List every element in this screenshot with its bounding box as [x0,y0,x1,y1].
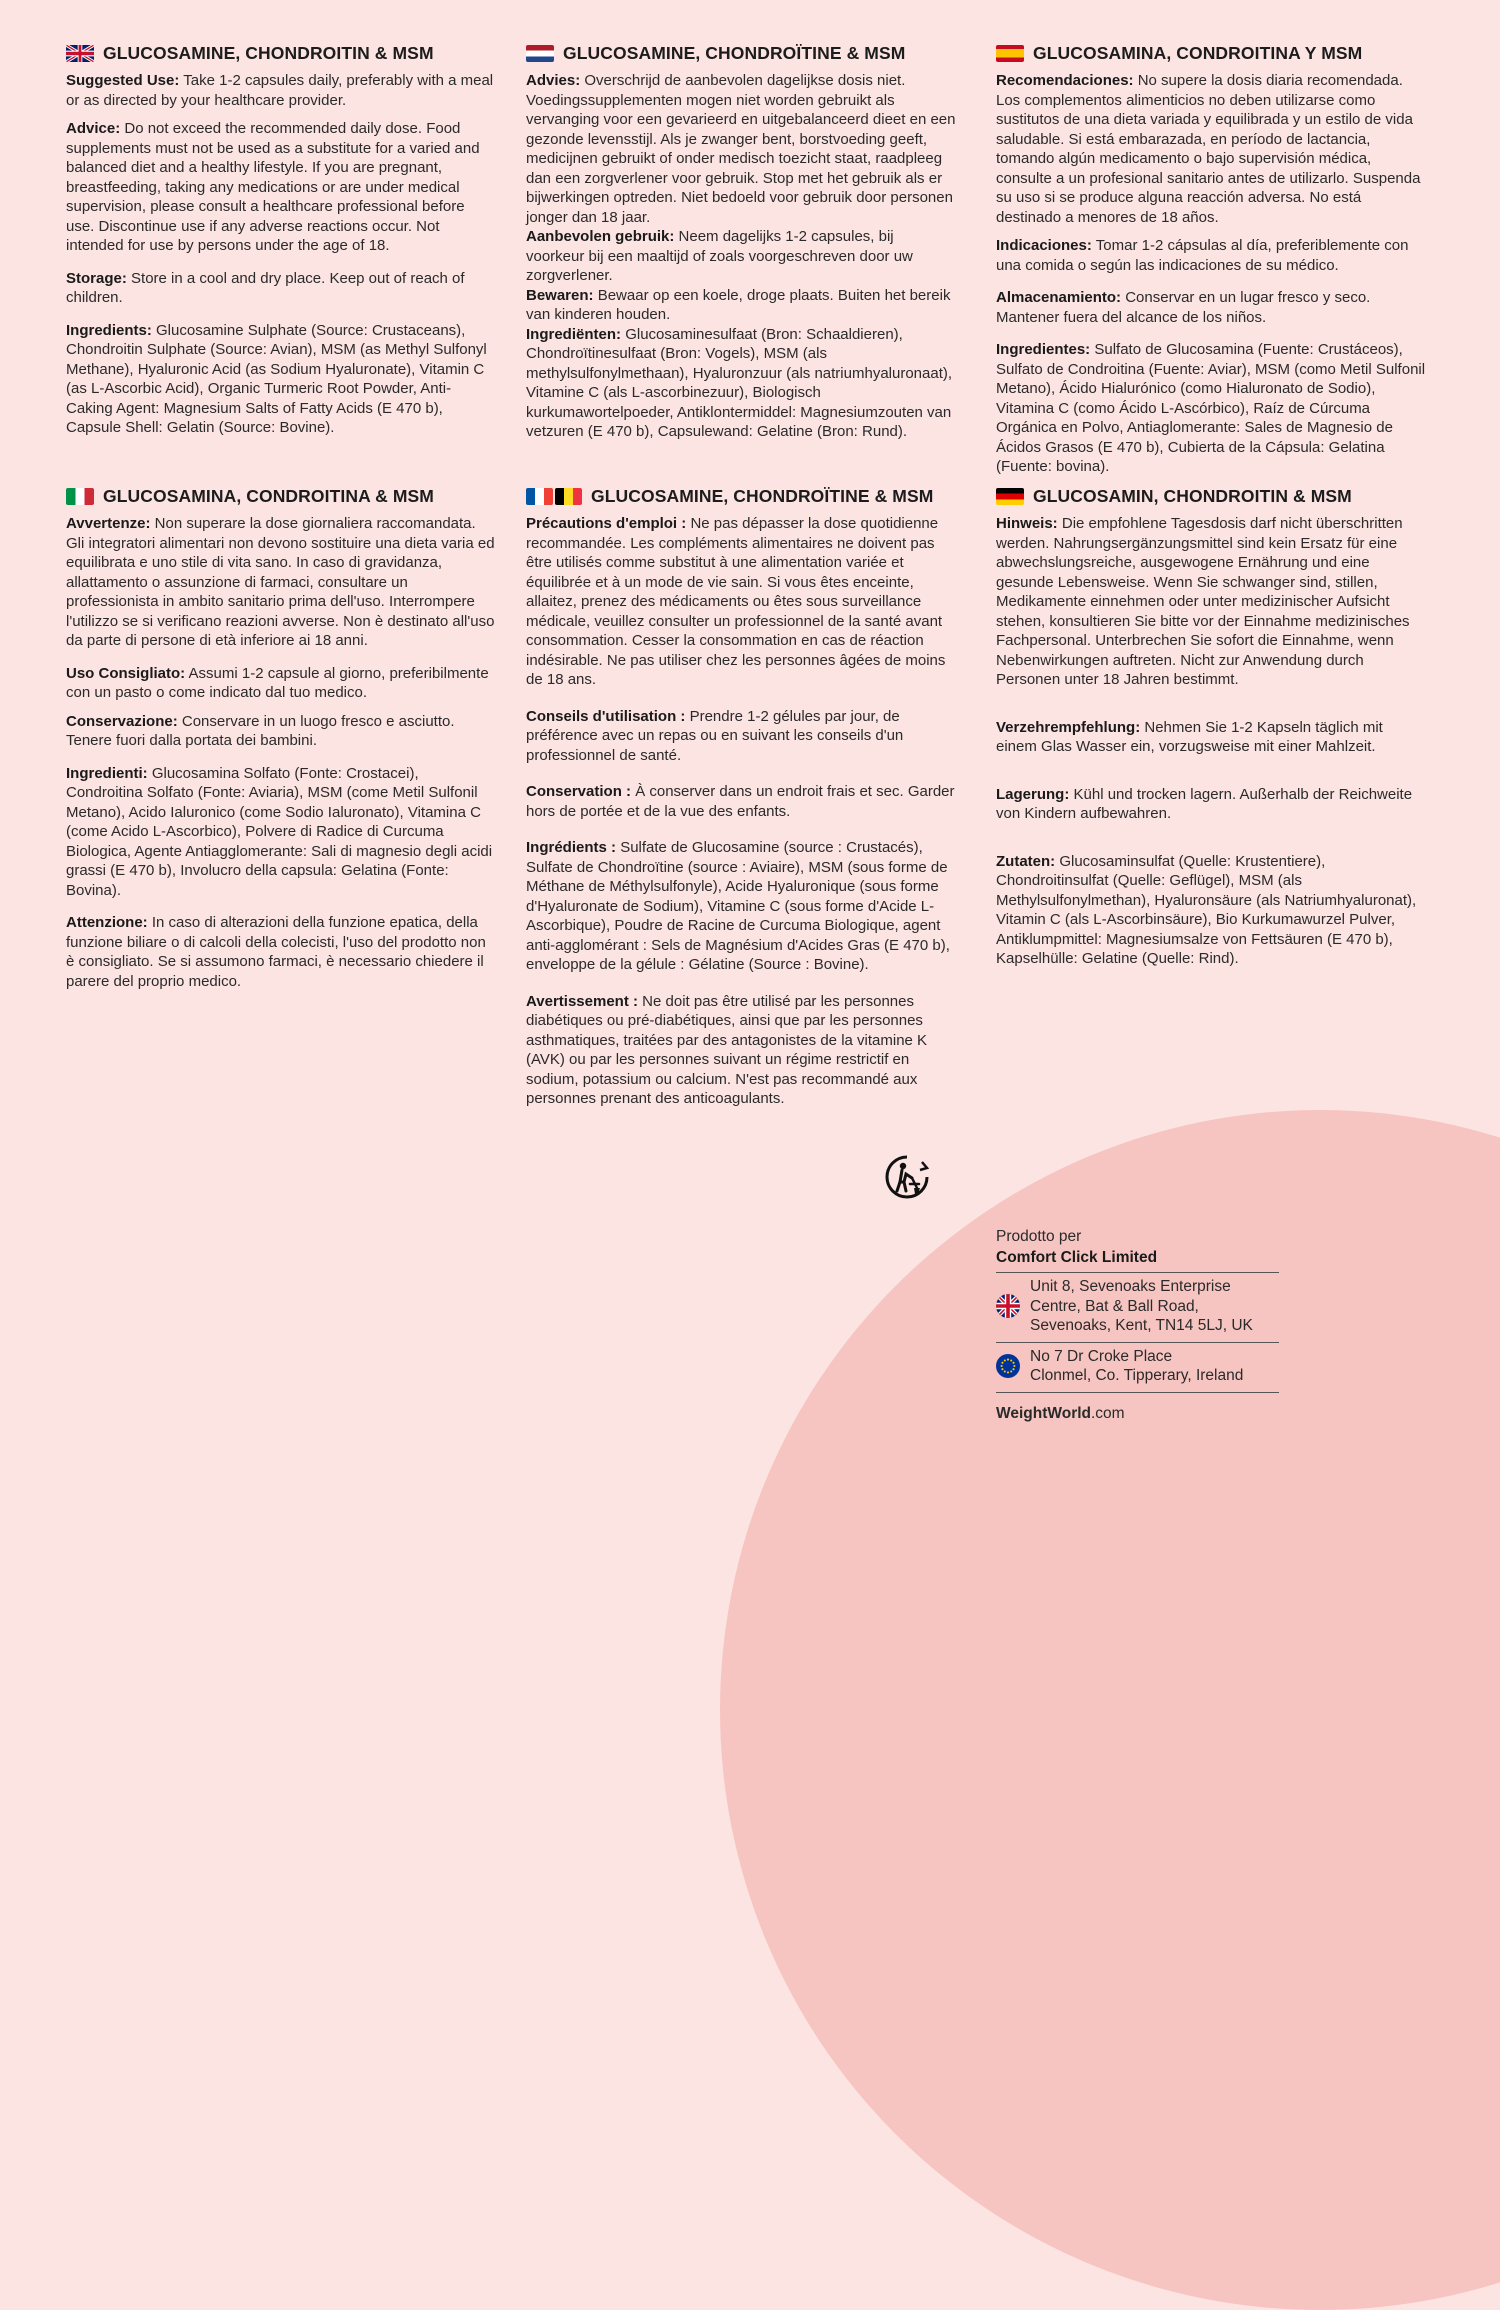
company-name: Comfort Click Limited [996,1247,1279,1273]
section-header [66,42,496,64]
section-german [996,485,1426,978]
advice: Advies: Overschrijd de aanbevolen dagelijkse dosis niet. Voedingssupplementen mogen niet worden gebruikt als vervanging voor een gevarieerd en uitgebalanceerd dieet en een gezonde levensstijl. Als je zwanger bent, borstvoeding geeft, medicijnen gebruikt of onder medisch toezicht staat, raadpleeg dan een zorgverlener voor gebruik. Stop met het gebruik als er bijwerkingen optreden. Niet bedoeld voor gebruik door personen jonger dan 18 jaar. [526,72,956,226]
suggested-use: Aanbevolen gebruik: Neem dagelijks 1-2 capsules, bij voorkeur bij een maaltijd of zoals voorgeschreven door uw zorgverlener. [526,228,913,284]
ingredients: Ingredienti: Glucosamina Solfato (Fonte: Crostacei), Condroitina Solfato (Fonte: Aviaria), MSM (come Metil Sulfonil Metano), Acido Ialuronico (come Sodio Ialuronato), Vitamina C (come Acido L-Ascorbico), Polvere di Radice di Curcuma Biologica, Agente Antiagglomerante: Sali di magnesio degli acidi grassi (E 470 b), Involucro della capsula: Gelatina (Fonte: Bovina). [66,764,493,899]
warning: Attenzione: In caso di alterazioni della funzione epatica, della funzione biliare o di calcoli della colecisti, l'uso del prodotto non è consigliato. Se si assumono farmaci, è necessario chiedere il parere del proprio medico. [66,914,486,990]
address-line: Unit 8, Sevenoaks Enterprise [1030,1278,1231,1295]
uk-address [996,1273,1279,1343]
section-header [996,485,1426,507]
address-line: No 7 Dr Croke Place [1030,1347,1173,1365]
spain-flag-icon [996,45,1024,62]
section-title: GLUCOSAMIN, CHONDROITIN & MSM [1033,485,1352,506]
suggested-use: Indicaciones: Tomar 1-2 cápsulas al día, preferiblemente con una comida o según las indicaciones de su médico. [996,237,1409,274]
section-title: GLUCOSAMINA, CONDROITINA Y MSM [1033,42,1363,63]
section-header [996,42,1426,64]
section-title: GLUCOSAMINE, CHONDROÏTINE & MSM [563,42,906,63]
address-line: Clonmel, Co. Tipperary, Ireland [1030,1367,1244,1384]
storage: Storage: Store in a cool and dry place. Keep out of reach of children. [66,269,465,306]
section-english [66,42,496,447]
suggested-use: Conseils d'utilisation : Prendre 1-2 gélules par jour, de préférence avec un repas ou en suivant les conseils d'un professionnel de santé. [526,707,904,764]
section-title: GLUCOSAMINE, CHONDROITIN & MSM [103,42,434,63]
ingredients: Ingredientes: Sulfato de Glucosamina (Fuente: Crustáceos), Sulfato de Condroitina (Fuente: Aviar), MSM (como Metil Sulfonil Metano), Ácido Hialurónico (como Hialuronato de Sodio), Vitamina C (como Ácido L-Ascórbico), Raíz de Cúrcuma Orgánica en Polvo, Antiaglomerante: Sales de Magnesio de Ácidos Grasos (E 470 b), Cubierta de la Cápsula: Gelatina (Fuente: bovina). [996,341,1426,475]
dispose-responsibly-icon [884,1154,930,1200]
france-flag-icon [526,488,553,505]
advice: Recomendaciones: No supere la dosis diaria recomendada. Los complementos alimenticios no deben utilizarse como sustitutos de una dieta variada y equilibrada y un estilo de vida saludable. Si está embarazada, en período de lactancia, tomando algún medicamento o bajo supervisión médica, consulte a un profesional sanitario antes de utilizarlo. Suspenda su uso si se produce alguna reacción adversa. No está destinado a menores de 18 años. [996,72,1421,226]
website-link[interactable]: WeightWorld.com [996,1404,1125,1422]
section-italian [66,485,496,1000]
ingredients: Ingredients: Glucosamine Sulphate (Source: Crustaceans), Chondroitin Sulphate (Source: Avian), MSM (as Methyl Sulfonyl Methane), Hyaluronic Acid (as Sodium Hyaluronate), Vitamin C (as L-Ascorbic Acid), Organic Turmeric Root Powder, Anti-Caking Agent: Magnesium Salts of Fatty Acids (E 470 b), Capsule Shell: Gelatin (Source: Bovine). [66,321,487,436]
section-header [526,42,956,64]
eu-address [996,1343,1279,1393]
section-french [526,485,956,1118]
section-spanish [996,42,1426,486]
ingredients: Zutaten: Glucosaminsulfat (Quelle: Krustentiere), Chondroitinsulfat (Quelle: Geflügel), MSM (als Methylsulfonylmethan), Hyaluronsäure (als Natriumhyaluronat), Vitamin C (als L-Ascorbinsäure), Bio Kurkumawurzel Pulver, Antiklumpmittel: Magnesiumsalze von Fettsäuren (E 470 b), Kapselhülle: Gelatine (Quelle: Rind). [996,852,1417,967]
section-title: GLUCOSAMINE, CHONDROÏTINE & MSM [591,485,934,506]
italy-flag-icon [66,488,94,505]
suggested-use: Suggested Use: Take 1-2 capsules daily, preferably with a meal or as directed by your healthcare provider. [66,72,494,109]
advice: Avvertenze: Non superare la dose giornaliera raccomandata. Gli integratori alimentari non devono sostituire una dieta varia ed equilibrata e uno stile di vita sano. In caso di gravidanza, allattamento o assunzione di farmaci, consultare un professionista in ambito sanitario prima dell'uso. Interrompere l'utilizzo se si verificano reazioni avverse. Non è destinato all'uso da parte di persone di età inferiore ai 18 anni. [66,515,495,649]
uk-flag-icon [66,45,94,62]
storage: Conservazione: Conservare in un luogo fresco e asciutto. Tenere fuori dalla portata dei bambini. [66,712,455,749]
warning: Avertissement : Ne doit pas être utilisé par les personnes diabétiques ou pré-diabétiques, ainsi que par les personnes asthmatiques, traitées par des antagonistes de la vitamine K (AVK) ou par les personnes suivant un régime restrictif en sodium, potassium ou calcium. N'est pas recommandé aux personnes prenant des anticoagulants. [526,992,928,1107]
advice: Hinweis: Die empfohlene Tagesdosis darf nicht überschritten werden. Nahrungsergänzungsmittel sind kein Ersatz für eine abwechslungsreiche, ausgewogene Ernährung und eine gesunde Lebensweise. Wenn Sie schwanger sind, stillen, Medikamente einnehmen oder unter medizinischer Aufsicht stehen, konsultieren Sie bitte vor der Einnahme medizinisches Fachpersonal. Unterbrechen Sie sofort die Einnahme, wenn Nebenwirkungen auftreten. Nicht zur Anwendung durch Personen unter 18 Jahren bestimmt. [996,515,1410,688]
section-header [526,485,956,507]
ingredients: Ingrediënten: Glucosaminesulfaat (Bron: Schaaldieren), Chondroïtinesulfaat (Bron: Vogels), MSM (als methylsulfonylmethaan), Hyaluronzuur (als natriumhyaluronaat), Vitamine C (als L-ascorbinezuur), Biologisch kurkumawortelpoeder, Antiklontermiddel: Magnesiumzouten van vetzuren (E 470 b), Capsulewand: Gelatine (Bron: Rund). [526,325,953,440]
produced-by-label: Prodotto per [996,1228,1082,1245]
storage: Conservation : À conserver dans un endroit frais et sec. Garder hors de portée et de la vue des enfants. [526,783,955,820]
address-line: Centre, Bat & Ball Road, [1030,1297,1199,1315]
suggested-use: Verzehrempfehlung: Nehmen Sie 1-2 Kapseln täglich mit einem Glas Wasser ein, vorzugsweise mit einer Mahlzeit. [996,718,1383,755]
suggested-use: Uso Consigliato: Assumi 1-2 capsule al giorno, preferibilmente con un pasto o come indicato dal tuo medico. [66,664,489,701]
address-line: Sevenoaks, Kent, TN14 5LJ, UK [1030,1317,1253,1334]
storage: Almacenamiento: Conservar en un lugar fresco y seco. Mantener fuera del alcance de los niños. [996,289,1371,326]
section-title: GLUCOSAMINA, CONDROITINA & MSM [103,485,434,506]
eu-flag-icon [996,1354,1020,1378]
netherlands-flag-icon [526,45,554,62]
belgium-flag-icon [555,488,582,505]
storage: Bewaren: Bewaar op een koele, droge plaats. Buiten het bereik van kinderen houden. [526,286,951,323]
manufacturer-block [996,1226,1279,1423]
uk-flag-icon [996,1294,1020,1318]
germany-flag-icon [996,488,1024,505]
section-header [66,485,496,507]
storage: Lagerung: Kühl und trocken lagern. Außerhalb der Reichweite von Kindern aufbewahren. [996,785,1413,822]
ingredients: Ingrédients : Sulfate de Glucosamine (source : Crustacés), Sulfate de Chondroïtine (source : Aviaire), MSM (sous forme de Méthane de Méthylsulfonyle), Acide Hyaluronique (sous forme d'Hyaluronate de Sodium), Vitamine C (sous forme d'Acide L-Ascorbique), Poudre de Racine de Curcuma Biologique, agent anti-agglomérant : Sels de Magnésium d'Acides Gras (E 470 b), enveloppe de la gélule : Gélatine (Source : Bovine). [526,839,950,973]
advice: Advice: Do not exceed the recommended daily dose. Food supplements must not be used as a substitute for a varied and balanced diet and a healthy lifestyle. If you are pregnant, breastfeeding, taking any medications or are under medical supervision, please consult a healthcare professional before use. Discontinue use if any adverse reactions occur. Not intended for use by persons under the age of 18. [66,120,480,254]
advice: Précautions d'emploi : Ne pas dépasser la dose quotidienne recommandée. Les compléments alimentaires ne doivent pas être utilisés comme substitut à une alimentation variée et équilibrée et à un mode de vie sain. Si vous êtes enceinte, allaitez, prenez des médicaments ou êtes sous surveillance médicale, veuillez consulter un professionnel de la santé avant consommation. Cesser la consommation en cas de réaction indésirable. Ne pas utiliser chez les personnes âgées de moins de 18 ans. [526,515,946,688]
section-dutch [526,42,956,451]
